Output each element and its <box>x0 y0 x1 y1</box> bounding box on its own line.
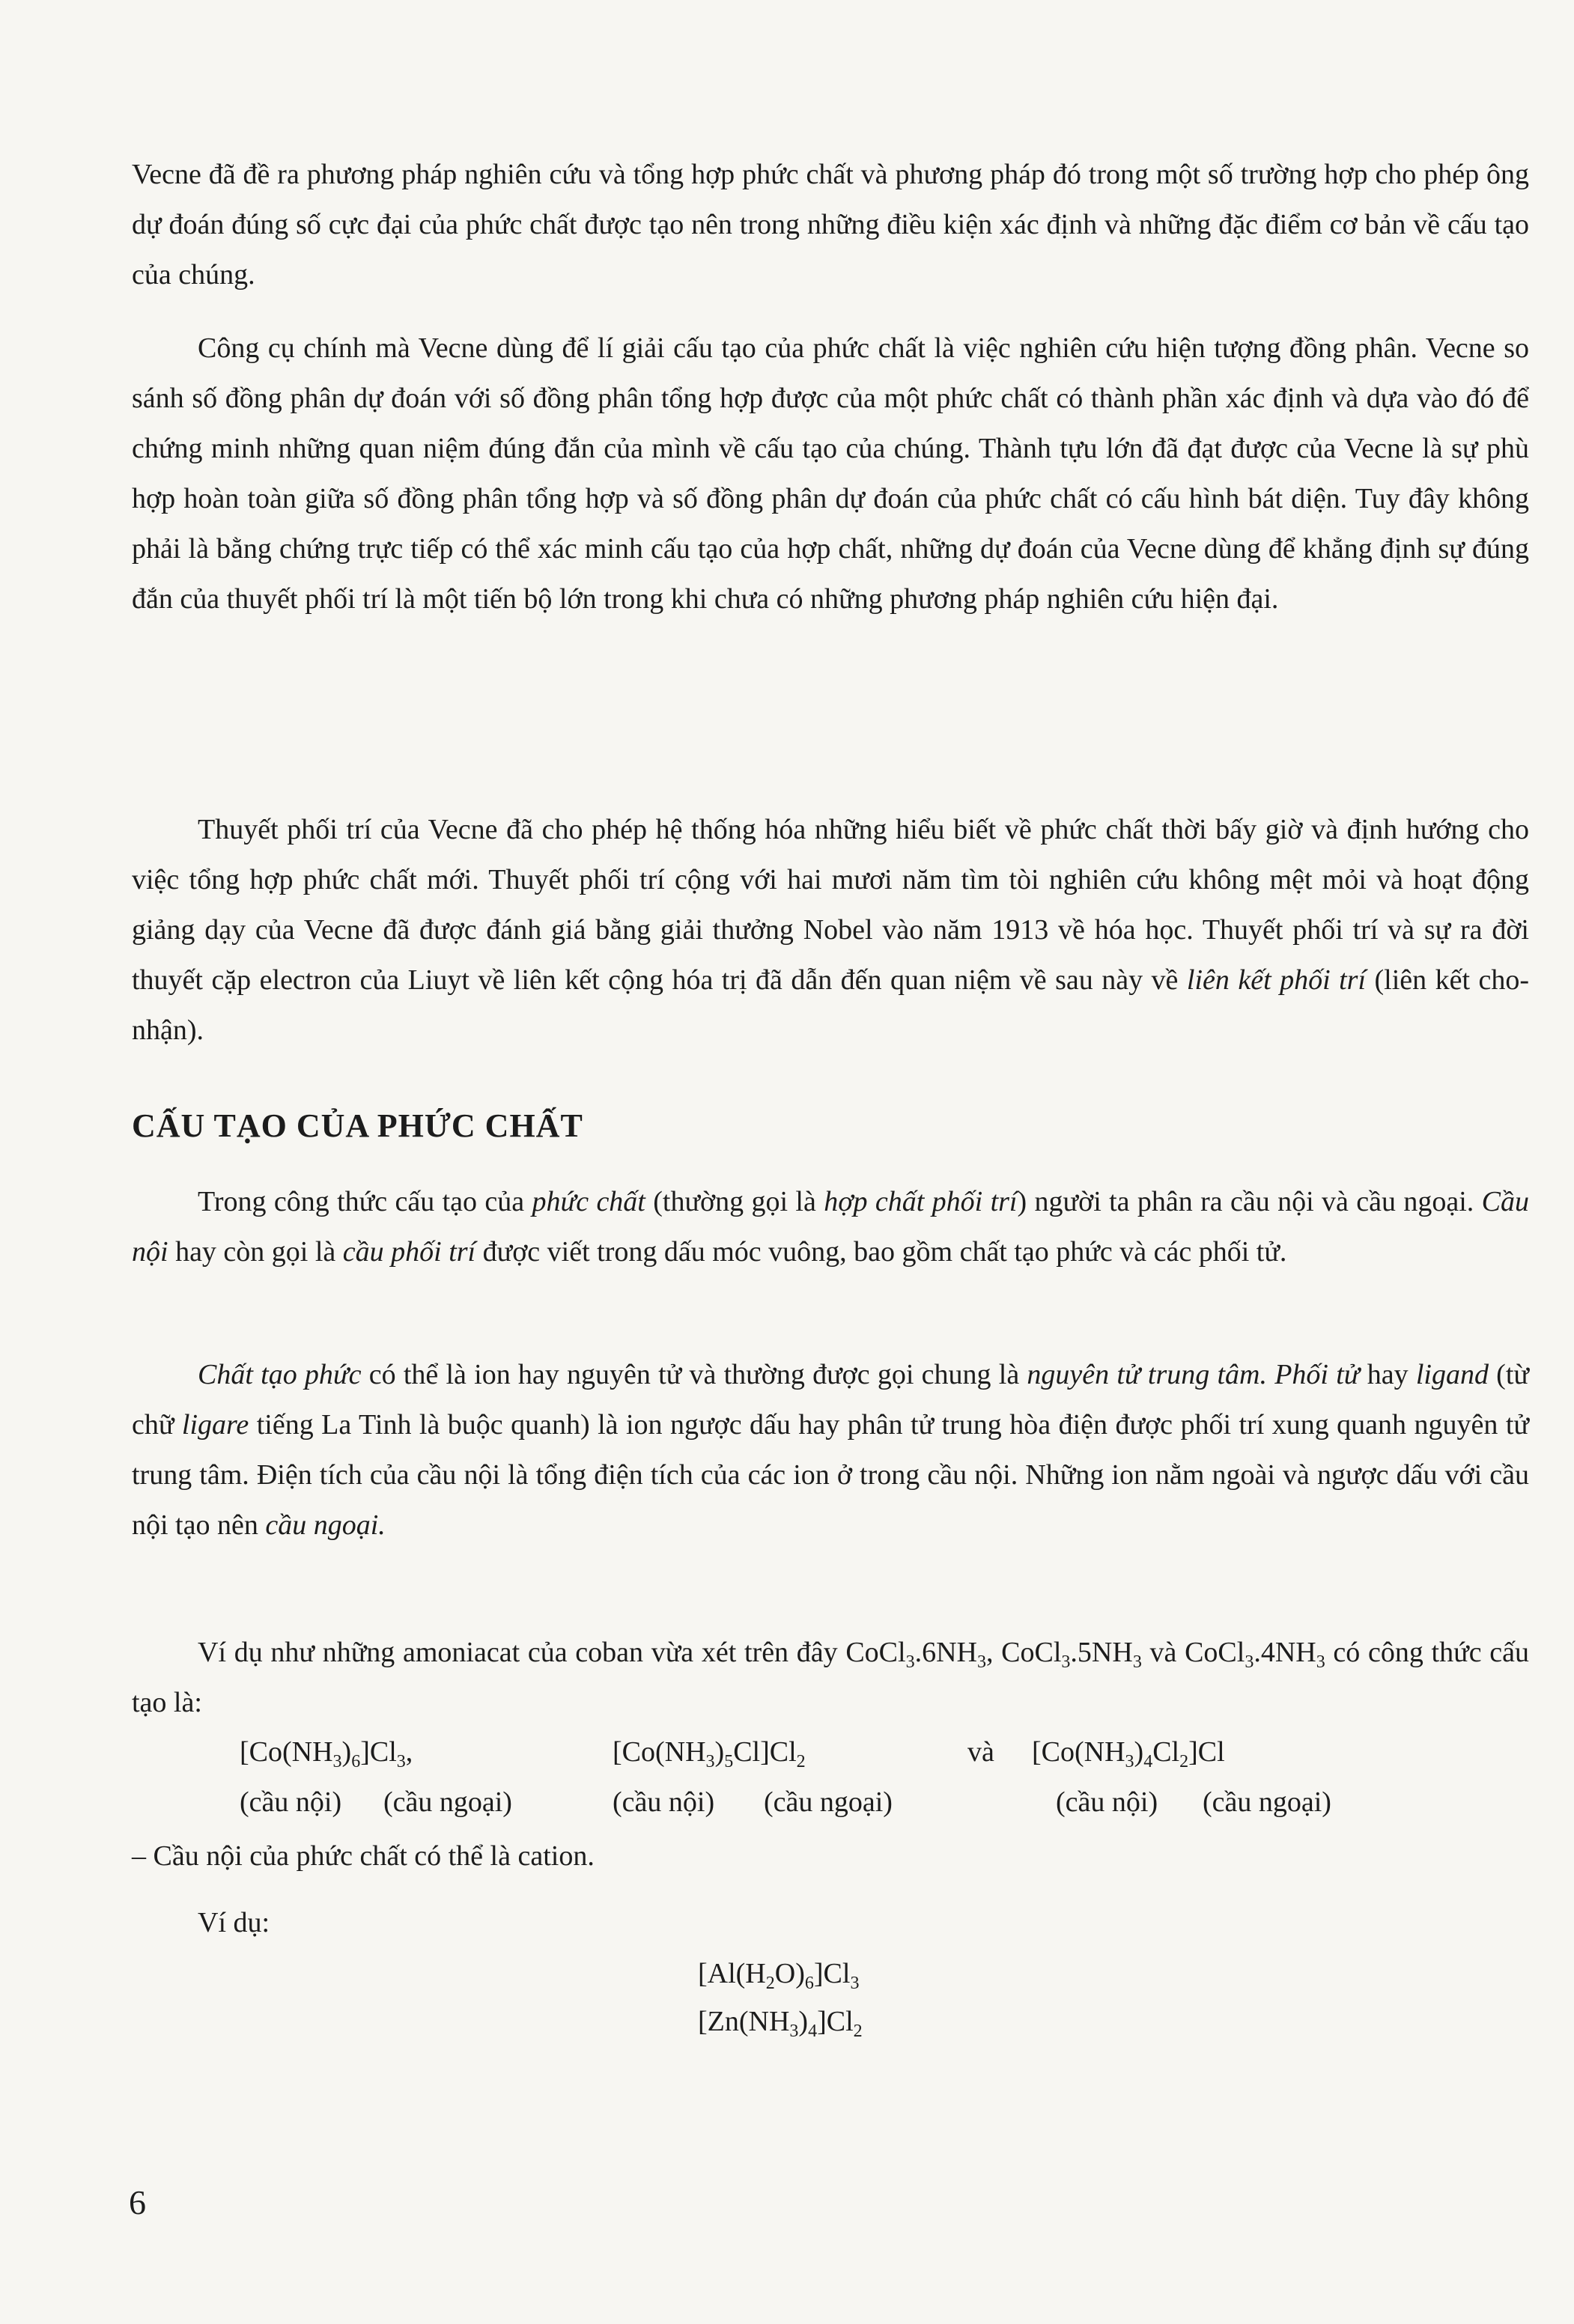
paragraph-1: Vecne đã đề ra phương pháp nghiên cứu và tổng hợp phức chất và phương pháp đó trong một số trường hợp cho phép ông dự đoán đúng số cực đại của phức chất được tạo nên trong những điều kiện xác định và những đặc điểm cơ bản về cấu tạo của chúng. <box>132 159 1529 290</box>
formula-hexammine: $[Co(NH_3)_6]Cl_3$, <box>240 1736 413 1771</box>
label-inner-sphere-1: (cầu nội) <box>240 1786 342 1818</box>
label-inner-sphere-3: (cầu nội) <box>1056 1786 1158 1818</box>
paragraph-5: Chất tạo phức có thể là ion hay nguyên tử và thường được gọi chung là nguyên tử trung tâm. Phối tử hay ligand (từ chữ ligare tiếng La Tinh là buộc quanh) là ion ngược dấu hay phân tử trung hòa điện được phối trí xung quanh nguyên tử trung tâm. Điện tích của cầu nội là tổng điện tích của các ion ở trong cầu nội. Những ion nằm ngoài và ngược dấu với cầu nội tạo nên cầu ngoại. <box>132 1359 1529 1541</box>
paragraph-2: Công cụ chính mà Vecne dùng để lí giải cấu tạo của phức chất là việc nghiên cứu hiện tượng đồng phân. Vecne so sánh số đồng phân dự đoán với số đồng phân tổng hợp được của một phức chất có thành phần xác định và dựa vào đó để chứng minh những quan niệm đúng đắn của mình về cấu tạo của chúng. Thành tựu lớn đã đạt được của Vecne là sự phù hợp hoàn toàn giữa số đồng phân tổng hợp và số đồng phân dự đoán của phức chất có cấu hình bát diện. Tuy đây không phải là bằng chứng trực tiếp có thể xác minh cấu tạo của hợp chất, những dự đoán của Vecne dùng để khẳng định sự đúng đắn của thuyết phối trí là một tiến bộ lớn trong khi chưa có những phương pháp nghiên cứu hiện đại. <box>132 332 1529 615</box>
example-aluminium-complex: $[Al(H_2O)_6]Cl_3$ <box>698 1958 860 1993</box>
paragraph-6: Ví dụ như những amoniacat của coban vừa xét trên đây $CoCl_3.6NH_3$, $CoCl_3.5NH_3$ và $CoCl_3.4NH_3$ có công thức cấu tạo là: <box>132 1637 1530 1718</box>
paragraph-8: Ví dụ: <box>198 1907 270 1938</box>
formula-tetrammine: $[Co(NH_3)_4Cl_2]Cl$ <box>1032 1736 1225 1771</box>
example-zinc-complex: $[Zn(NH_3)_4]Cl_2$ <box>698 2006 863 2041</box>
label-outer-sphere-2: (cầu ngoại) <box>764 1786 893 1818</box>
label-outer-sphere-1: (cầu ngoại) <box>383 1786 512 1818</box>
formula-pentammine: $[Co(NH_3)_5Cl]Cl_2$ <box>613 1736 806 1771</box>
section-heading: CẤU TẠO CỦA PHỨC CHẤT <box>132 1107 583 1144</box>
page-number: 6 <box>129 2183 146 2221</box>
paragraph-7: – Cầu nội của phức chất có thể là cation. <box>132 1840 595 1872</box>
label-inner-sphere-2: (cầu nội) <box>613 1786 715 1818</box>
paragraph-3: Thuyết phối trí của Vecne đã cho phép hệ thống hóa những hiểu biết về phức chất thời bấy giờ và định hướng cho việc tổng hợp phức chất mới. Thuyết phối trí cộng với hai mươi năm tìm tòi nghiên cứu không mệt mỏi và hoạt động giảng dạy của Vecne đã được đánh giá bằng giải thưởng Nobel vào năm 1913 về hóa học. Thuyết phối trí và sự ra đời thuyết cặp electron của Liuyt về liên kết cộng hóa trị đã dẫn đến quan niệm về sau này về liên kết phối trí (liên kết cho-nhận). <box>132 814 1529 1046</box>
label-outer-sphere-3: (cầu ngoại) <box>1203 1786 1331 1818</box>
conjunction-and: và <box>967 1736 994 1768</box>
paragraph-4: Trong công thức cấu tạo của phức chất (thường gọi là hợp chất phối trí) người ta phân ra cầu nội và cầu ngoại. Cầu nội hay còn gọi là cầu phối trí được viết trong dấu móc vuông, bao gồm chất tạo phức và các phối tử. <box>132 1186 1530 1268</box>
